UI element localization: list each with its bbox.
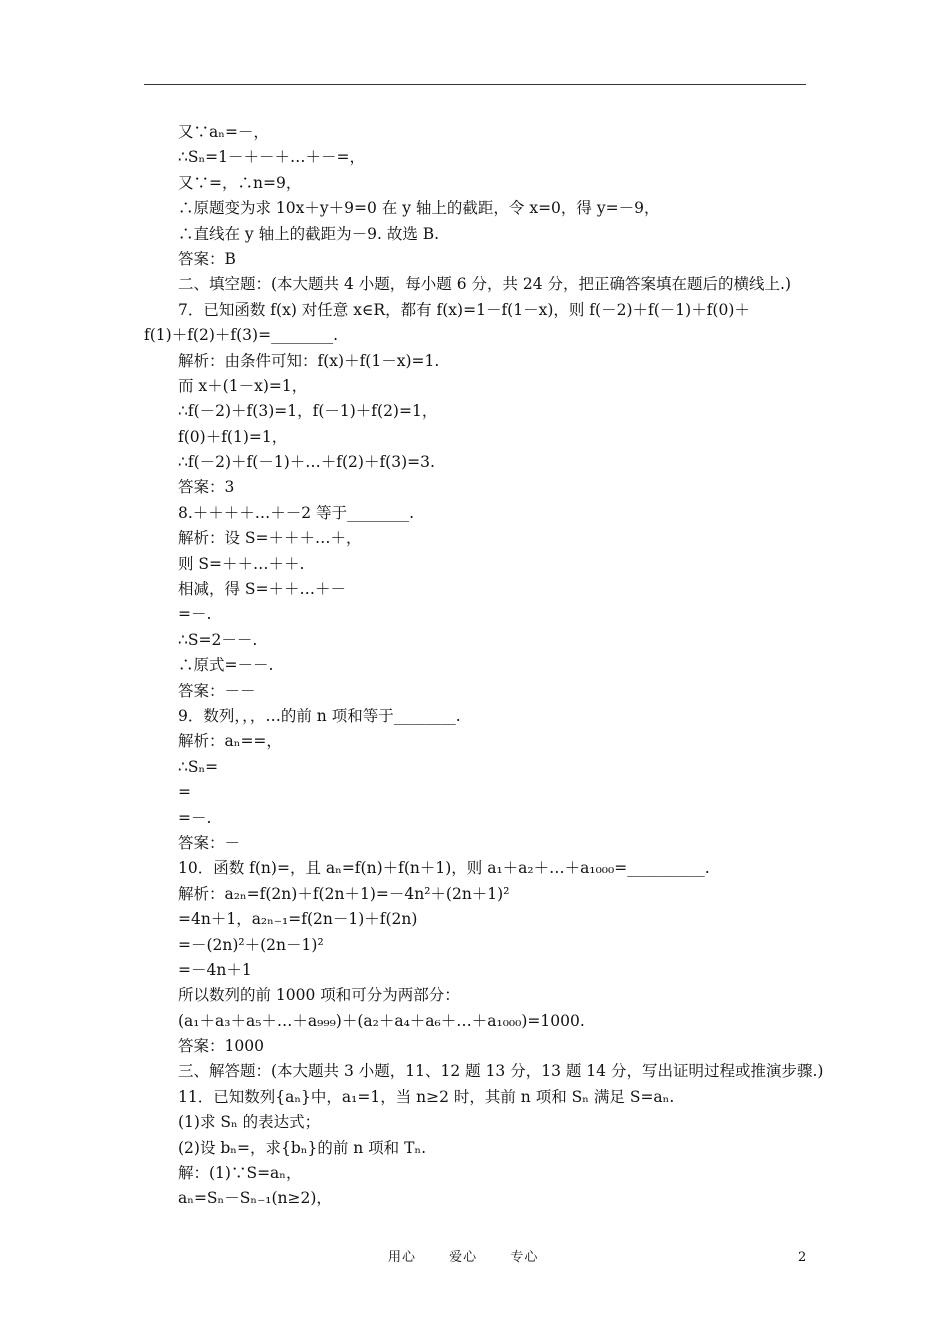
text-line: aₙ=Sₙ－Sₙ₋₁(n≥2)，	[178, 1189, 332, 1208]
text-line: 二、填空题：(本大题共 4 小题，每小题 6 分，共 24 分，把正确答案填在题后的横线上.)	[178, 275, 792, 294]
footer-slogan	[388, 1248, 566, 1268]
text-line: f(1)＋f(2)＋f(3)=________.	[144, 326, 338, 345]
text-line: ∴f(－2)＋f(3)=1，f(－1)＋f(2)=1，	[178, 402, 438, 421]
text-line: ∴直线在 y 轴上的截距为－9. 故选 B.	[178, 224, 440, 243]
text-line: 三、解答题：(本大题共 3 小题，11、12 题 13 分，13 题 14 分，写出证明过程或推演步骤.)	[178, 1062, 824, 1081]
text-line: =－(2n)²＋(2n－1)²	[178, 935, 324, 954]
text-line: ∴Sₙ=	[178, 757, 219, 776]
text-line: =	[178, 783, 191, 802]
text-line: ∴原题变为求 10x＋y＋9=0 在 y 轴上的截距，令 x=0，得 y=－9，	[178, 199, 660, 218]
text-line: 解析：设 S=＋＋＋…＋，	[178, 529, 362, 548]
page-footer	[0, 1248, 950, 1268]
text-line: =4n＋1，a₂ₙ₋₁=f(2n－1)＋f(2n)	[178, 910, 418, 929]
text-line: 解析：aₙ==，	[178, 732, 282, 751]
text-line: 解：(1)∵S=aₙ，	[178, 1164, 302, 1183]
text-line: 9．数列，，，…的前 n 项和等于________.	[178, 706, 461, 725]
text-line: 解析：由条件可知：f(x)＋f(1－x)=1.	[178, 351, 440, 370]
text-line: 相减，得 S=＋＋…＋－	[178, 580, 347, 599]
text-line: 10．函数 f(n)=，且 aₙ=f(n)＋f(n＋1)，则 a₁＋a₂＋…＋a₁₀₀₀=__________.	[178, 859, 710, 878]
text-line: ∴原式=－－.	[178, 656, 274, 675]
text-line: ∴f(－2)＋f(－1)＋…＋f(2)＋f(3)=3.	[178, 453, 435, 472]
page-number: 2	[798, 1250, 807, 1265]
text-line: 11．已知数列{aₙ}中，a₁=1，当 n≥2 时，其前 n 项和 Sₙ 满足 S=aₙ.	[178, 1087, 675, 1106]
text-line: 而 x＋(1－x)=1，	[178, 376, 308, 395]
text-line: 则 S=＋＋…＋＋.	[178, 554, 305, 573]
text-line: =－4n＋1	[178, 960, 252, 979]
text-line: 又∵aₙ=－，	[178, 123, 269, 141]
text-line: f(0)＋f(1)=1，	[178, 427, 288, 446]
text-line: 答案：－－	[178, 681, 256, 700]
text-line: 答案：1000	[178, 1037, 264, 1056]
document-body	[144, 120, 824, 1212]
footer-slogan-1: 用心	[388, 1250, 417, 1265]
footer-slogan-2: 爱心	[449, 1250, 478, 1265]
text-line: (2)设 bₙ=，求{bₙ}的前 n 项和 Tₙ.	[178, 1138, 427, 1157]
text-line: 8.＋＋＋＋…＋－2 等于________.	[178, 503, 415, 522]
text-line: 7．已知函数 f(x) 对任意 x∈R，都有 f(x)=1－f(1－x)，则 f(－2)＋f(－1)＋f(0)＋	[178, 300, 750, 319]
text-line: ∴Sₙ=1－＋－＋…＋－=，	[178, 148, 366, 167]
text-line: =－.	[178, 605, 212, 624]
text-line: (1)求 Sₙ 的表达式；	[178, 1113, 321, 1132]
text-line: 又∵=，∴n=9，	[178, 173, 302, 192]
text-line: (a₁＋a₃＋a₅＋…＋a₉₉₉)＋(a₂＋a₄＋a₆＋…＋a₁₀₀₀)=1000.	[178, 1011, 585, 1030]
header-rule	[144, 84, 806, 85]
text-line: 答案：B	[178, 249, 236, 268]
text-line: 答案：3	[178, 478, 235, 497]
text-line: 解析：a₂ₙ=f(2n)＋f(2n＋1)=－4n²＋(2n＋1)²	[178, 884, 510, 903]
text-line: =－.	[178, 808, 212, 827]
text-line: ∴S=2－－.	[178, 630, 258, 649]
text-line: 答案：－	[178, 833, 241, 852]
text-line: 所以数列的前 1000 项和可分为两部分：	[178, 986, 460, 1005]
footer-slogan-3: 专心	[510, 1250, 539, 1265]
